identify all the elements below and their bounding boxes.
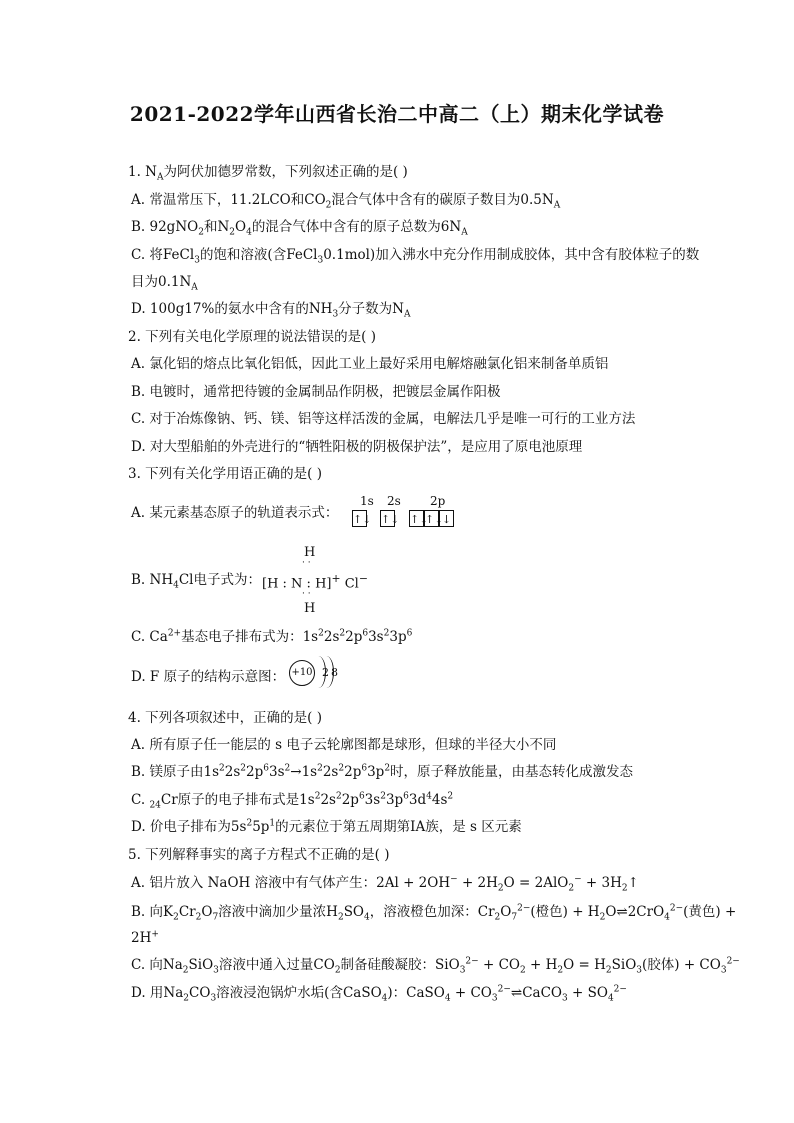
- question-3-option-a: A. 某元素基态原子的轨道表示式：: [131, 505, 339, 521]
- orbital-box-1s: ↑↓: [352, 510, 367, 527]
- orbital-label-1s: 1s: [360, 494, 374, 508]
- question-2-stem: 2. 下列有关电化学原理的说法错误的是( ): [128, 329, 376, 345]
- orbital-box-2p-3: ↓: [439, 510, 454, 527]
- shell-1-count: 2: [322, 666, 329, 679]
- question-2-option-b: B. 电镀时，通常把待镀的金属制品作阴极，把镀层金属作阳极: [131, 384, 501, 400]
- question-1-option-c-cont: 目为$0.1N_A$: [131, 274, 198, 293]
- orbital-label-2s: 2s: [387, 494, 401, 508]
- question-4-option-a: A. 所有原子任一能层的 s 电子云轮廓图都是球形，但球的半径大小不同: [131, 737, 557, 753]
- orbital-label-2p: 2p: [430, 494, 446, 508]
- page-title: 2021-2022学年山西省长治二中高二（上）期末化学试卷: [129, 102, 665, 126]
- question-1-option-a: A. 常温常压下，11.2LCO和$CO_2$混合气体中含有的碳原子数目为$0.5N_A$: [131, 192, 561, 211]
- question-2-option-c: C. 对于冶炼像钠、钙、镁、铝等这样活泼的金属，电解法几乎是唯一可行的工业方法: [131, 411, 636, 427]
- orbital-box-2p-1: ↑↓: [409, 510, 424, 527]
- electron-formula-top-h: H: [304, 545, 316, 560]
- question-5-stem: 5. 下列解释事实的离子方程式不正确的是( ): [128, 847, 390, 863]
- question-3-stem: 3. 下列有关化学用语正确的是( ): [128, 466, 322, 482]
- question-3-option-d: D. F 原子的结构示意图：: [131, 669, 286, 685]
- question-5-option-b-cont: 2H+: [131, 929, 159, 946]
- question-3-option-c: C. $Ca^{2+}$基态电子排布式为：$1s^22s^22p^63s^23p^6$: [131, 628, 413, 645]
- orbital-box-2p-2: ↑↓: [424, 510, 439, 527]
- shell-2-count: 8: [331, 666, 338, 679]
- question-4-option-d: D. 价电子排布为$5s^25p^1$的元素位于第五周期第ⅠA族，是 s 区元素: [131, 818, 522, 835]
- question-2-option-d: D. 对大型船舶的外壳进行的“牺牲阳极的阴极保护法”，是应用了原电池原理: [131, 439, 583, 455]
- question-1-stem: 1. $N_A$为阿伏加德罗常数，下列叙述正确的是( ): [128, 164, 408, 183]
- question-1-option-d: D. 100g17%的氨水中含有的$NH_3$分子数为$N_A$: [131, 301, 411, 320]
- question-5-option-c: C. 向$Na_2SiO_3$溶液中通入过量$CO_2$制备硅酸凝胶：$SiO_3^{2-} + CO_2 + H_2O = H_2SiO_3$(胶体) + $CO_3^{2-}$: [131, 956, 740, 976]
- electron-formula-bottom-h: H: [304, 601, 316, 616]
- orbital-box-2s: ↑↓: [380, 510, 395, 527]
- electron-formula-middle: [H : N : H]+ Cl−: [262, 572, 368, 592]
- question-4-option-c: C. $_{24}$Cr原子的电子排布式是$1s^22s^22p^63s^23p^63d^44s^2$: [131, 791, 454, 811]
- question-5-option-d: D. 用$Na_2CO_3$溶液浸泡锅炉水垢(含CaSO$_4$)：CaSO$_4$ + $CO_3^{2-}\rightleftharpoons CaCO_3 + SO_4^{2-}$: [131, 984, 627, 1004]
- question-1-option-b: B. 92gNO$_2$和$N_2O_4$的混合气体中含有的原子总数为$6N_A$: [131, 219, 468, 238]
- question-5-option-a: A. 铝片放入 NaOH 溶液中有气体产生：$2Al + 2OH^- + 2H_2O = 2AlO_2^-$ + $3H_2↑$: [131, 874, 639, 894]
- electron-dots-bottom: · ·: [302, 589, 311, 599]
- question-4-stem: 4. 下列各项叙述中，正确的是( ): [128, 710, 322, 726]
- question-3-option-b: B. $NH_4Cl$电子式为：: [131, 572, 261, 591]
- question-2-option-a: A. 氯化铝的熔点比氧化铝低，因此工业上最好采用电解熔融氯化铝来制备单质铝: [131, 356, 609, 372]
- question-5-option-b: B. 向$K_2Cr_2O_7$溶液中滴加少量浓$H_2SO_4$，溶液橙色加深：$Cr_2O_7^{2-}$(橙色) + $H_2O\rightleftharpoons 2CrO_4^{2-}$(黄色) +: [131, 903, 737, 923]
- question-1-option-c: C. 将FeCl$_3$的饱和溶液(含FeCl$_3$0.1mol)加入沸水中充分作用制成胶体，其中含有胶体粒子的数: [131, 247, 700, 266]
- question-4-option-b: B. 镁原子由$1s^22s^22p^63s^2\to 1s^22s^22p^63p^2$时，原子释放能量，由基态转化成激发态: [131, 763, 634, 780]
- electron-dots-top: · ·: [302, 558, 311, 568]
- atom-nucleus: +10: [289, 660, 315, 686]
